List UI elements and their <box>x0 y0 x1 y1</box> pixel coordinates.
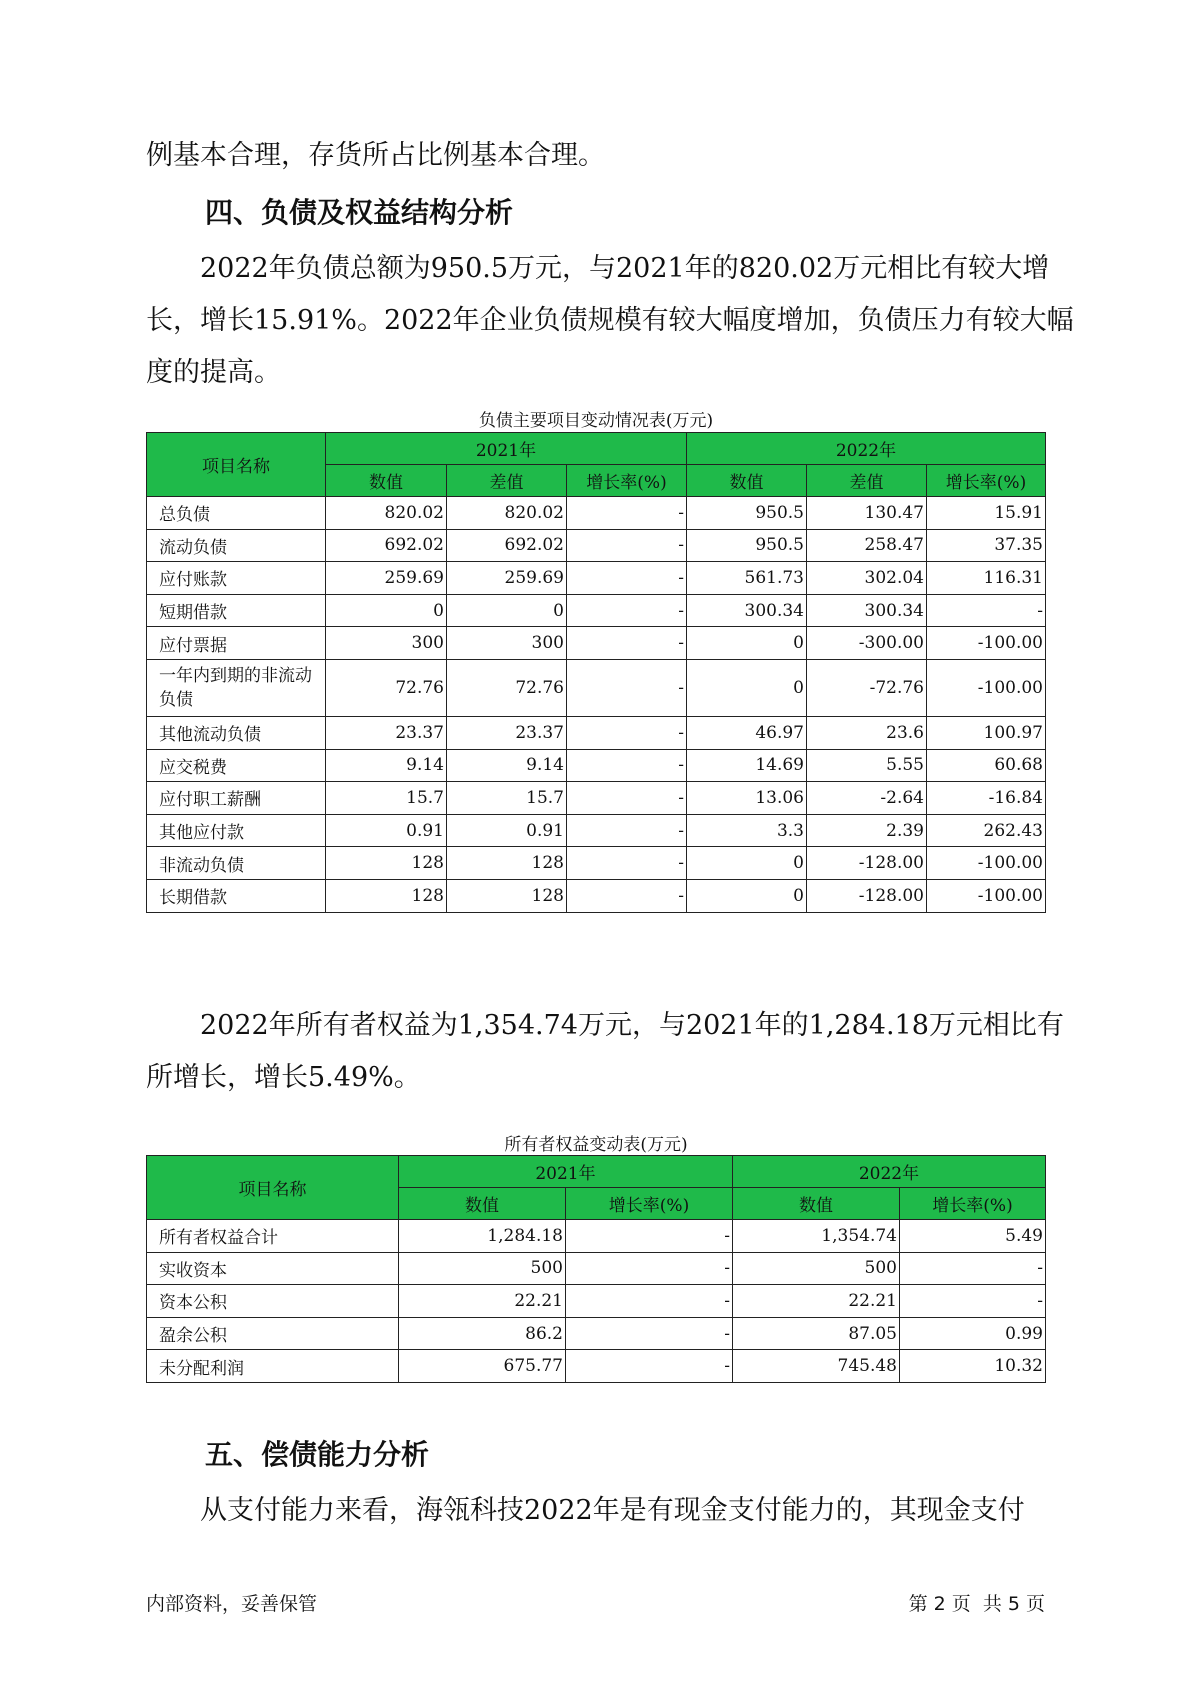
value-2021: 500 <box>399 1252 566 1285</box>
diff-2022: 302.04 <box>807 562 927 595</box>
rate-2022: -100.00 <box>927 847 1046 880</box>
diff-2022: 2.39 <box>807 814 927 847</box>
value-2022: 3.3 <box>687 814 807 847</box>
col-item-name: 项目名称 <box>147 433 326 497</box>
table-row <box>147 716 1046 749</box>
value-2021: 0.91 <box>326 814 447 847</box>
rate-2022: 15.91 <box>927 497 1046 530</box>
rate-2021: - <box>567 782 687 815</box>
rate-2022: 116.31 <box>927 562 1046 595</box>
rate-2022: -100.00 <box>927 659 1046 716</box>
col-2021-value: 数值 <box>399 1188 566 1220</box>
col-year-2022: 2022年 <box>733 1156 1046 1188</box>
row-name: 一年内到期的非流动负债 <box>147 659 326 716</box>
table-row <box>147 782 1046 815</box>
rate-2022: -100.00 <box>927 879 1046 912</box>
table-row <box>147 879 1046 912</box>
table-row <box>147 627 1046 660</box>
row-name: 长期借款 <box>147 879 326 912</box>
table-row <box>147 1317 1046 1350</box>
rate-2021: - <box>566 1285 733 1318</box>
table-row <box>147 594 1046 627</box>
value-2022: 500 <box>733 1252 900 1285</box>
value-2022: 0 <box>687 659 807 716</box>
rate-2022: -16.84 <box>927 782 1046 815</box>
diff-2022: -128.00 <box>807 847 927 880</box>
value-2021: 675.77 <box>399 1350 566 1383</box>
value-2022: 0 <box>687 847 807 880</box>
liability-change-table <box>146 432 1046 913</box>
section-5-paragraph: 从支付能力来看，海瓴科技2022年是有现金支付能力的，其现金支付 <box>200 1495 1025 1526</box>
rate-2021: - <box>567 814 687 847</box>
rate-2022: 100.97 <box>927 716 1046 749</box>
rate-2022: - <box>927 594 1046 627</box>
col-2022-rate: 增长率(%) <box>900 1188 1046 1220</box>
diff-2022: 130.47 <box>807 497 927 530</box>
col-2021-rate: 增长率(%) <box>566 1188 733 1220</box>
value-2021: 22.21 <box>399 1285 566 1318</box>
diff-2021: 15.7 <box>447 782 567 815</box>
value-2021: 1,284.18 <box>399 1220 566 1253</box>
section-5-heading: 五、偿债能力分析 <box>205 1438 430 1471</box>
col-2022-diff: 差值 <box>807 465 927 497</box>
value-2021: 128 <box>326 847 447 880</box>
value-2022: 13.06 <box>687 782 807 815</box>
value-2021: 692.02 <box>326 529 447 562</box>
value-2022: 950.5 <box>687 529 807 562</box>
col-year-2021: 2021年 <box>399 1156 733 1188</box>
row-name: 总负债 <box>147 497 326 530</box>
equity-change-table <box>146 1155 1046 1383</box>
rate-2022: 60.68 <box>927 749 1046 782</box>
footer-page-number: 第 2 页 共 5 页 <box>908 1593 1045 1615</box>
diff-2022: -300.00 <box>807 627 927 660</box>
table-row <box>147 814 1046 847</box>
value-2022: 46.97 <box>687 716 807 749</box>
diff-2022: 23.6 <box>807 716 927 749</box>
rate-2021: - <box>567 562 687 595</box>
value-2021: 72.76 <box>326 659 447 716</box>
row-name: 盈余公积 <box>147 1317 399 1350</box>
value-2021: 820.02 <box>326 497 447 530</box>
table-row <box>147 1220 1046 1253</box>
table-row <box>147 1350 1046 1383</box>
table-row <box>147 1252 1046 1285</box>
diff-2021: 692.02 <box>447 529 567 562</box>
value-2022: 745.48 <box>733 1350 900 1383</box>
col-2021-value: 数值 <box>326 465 447 497</box>
row-name: 资本公积 <box>147 1285 399 1318</box>
col-year-2021: 2021年 <box>326 433 687 465</box>
value-2022: 0 <box>687 627 807 660</box>
value-2022: 22.21 <box>733 1285 900 1318</box>
diff-2022: 258.47 <box>807 529 927 562</box>
row-name: 其他流动负债 <box>147 716 326 749</box>
rate-2021: - <box>567 716 687 749</box>
value-2022: 1,354.74 <box>733 1220 900 1253</box>
value-2022: 14.69 <box>687 749 807 782</box>
diff-2021: 9.14 <box>447 749 567 782</box>
diff-2021: 300 <box>447 627 567 660</box>
footer-confidential-note: 内部资料，妥善保管 <box>146 1593 318 1615</box>
rate-2021: - <box>566 1317 733 1350</box>
rate-2022: 5.49 <box>900 1220 1046 1253</box>
value-2021: 0 <box>326 594 447 627</box>
section-4-heading: 四、负债及权益结构分析 <box>205 196 514 229</box>
value-2021: 15.7 <box>326 782 447 815</box>
intro-line: 例基本合理，存货所占比例基本合理。 <box>146 140 605 171</box>
value-2022: 561.73 <box>687 562 807 595</box>
value-2021: 300 <box>326 627 447 660</box>
diff-2022: -72.76 <box>807 659 927 716</box>
rate-2022: 0.99 <box>900 1317 1046 1350</box>
rate-2022: 10.32 <box>900 1350 1046 1383</box>
value-2021: 128 <box>326 879 447 912</box>
rate-2021: - <box>567 749 687 782</box>
row-name: 其他应付款 <box>147 814 326 847</box>
row-name: 应交税费 <box>147 749 326 782</box>
diff-2022: 300.34 <box>807 594 927 627</box>
rate-2021: - <box>567 627 687 660</box>
diff-2021: 0 <box>447 594 567 627</box>
col-2022-value: 数值 <box>733 1188 900 1220</box>
row-name: 应付职工薪酬 <box>147 782 326 815</box>
table-row <box>147 529 1046 562</box>
value-2022: 950.5 <box>687 497 807 530</box>
diff-2021: 0.91 <box>447 814 567 847</box>
rate-2022: 262.43 <box>927 814 1046 847</box>
col-item-name: 项目名称 <box>147 1156 399 1220</box>
col-2022-rate: 增长率(%) <box>927 465 1046 497</box>
section-4-paragraph: 2022年负债总额为950.5万元，与2021年的820.02万元相比有较大增长，增长15.91%。2022年企业负债规模有较大幅度增加，负债压力有较大幅度的提高。 <box>146 253 1074 388</box>
diff-2022: -2.64 <box>807 782 927 815</box>
diff-2021: 128 <box>447 847 567 880</box>
row-name: 未分配利润 <box>147 1350 399 1383</box>
table-row <box>147 847 1046 880</box>
col-2021-diff: 差值 <box>447 465 567 497</box>
row-name: 短期借款 <box>147 594 326 627</box>
table-row <box>147 562 1046 595</box>
value-2021: 259.69 <box>326 562 447 595</box>
diff-2021: 820.02 <box>447 497 567 530</box>
rate-2021: - <box>567 879 687 912</box>
row-name: 应付账款 <box>147 562 326 595</box>
col-2022-value: 数值 <box>687 465 807 497</box>
diff-2021: 128 <box>447 879 567 912</box>
rate-2022: 37.35 <box>927 529 1046 562</box>
row-name: 非流动负债 <box>147 847 326 880</box>
rate-2022: - <box>900 1285 1046 1318</box>
rate-2021: - <box>567 497 687 530</box>
row-name: 实收资本 <box>147 1252 399 1285</box>
value-2021: 9.14 <box>326 749 447 782</box>
rate-2021: - <box>567 529 687 562</box>
col-2021-rate: 增长率(%) <box>567 465 687 497</box>
table-row <box>147 497 1046 530</box>
value-2022: 300.34 <box>687 594 807 627</box>
diff-2022: 5.55 <box>807 749 927 782</box>
liability-table-caption: 负债主要项目变动情况表(万元) <box>478 411 714 431</box>
value-2022: 87.05 <box>733 1317 900 1350</box>
table-row <box>147 749 1046 782</box>
row-name: 流动负债 <box>147 529 326 562</box>
row-name: 所有者权益合计 <box>147 1220 399 1253</box>
diff-2022: -128.00 <box>807 879 927 912</box>
equity-table-caption: 所有者权益变动表(万元) <box>504 1135 688 1155</box>
rate-2021: - <box>566 1252 733 1285</box>
rate-2021: - <box>566 1220 733 1253</box>
table-row <box>147 1285 1046 1318</box>
rate-2021: - <box>566 1350 733 1383</box>
equity-paragraph: 2022年所有者权益为1,354.74万元，与2021年的1,284.18万元相比有所增长，增长5.49%。 <box>146 1010 1064 1093</box>
row-name: 应付票据 <box>147 627 326 660</box>
rate-2022: -100.00 <box>927 627 1046 660</box>
table-row <box>147 659 1046 716</box>
rate-2021: - <box>567 847 687 880</box>
value-2021: 23.37 <box>326 716 447 749</box>
diff-2021: 259.69 <box>447 562 567 595</box>
value-2022: 0 <box>687 879 807 912</box>
diff-2021: 72.76 <box>447 659 567 716</box>
col-year-2022: 2022年 <box>687 433 1046 465</box>
rate-2021: - <box>567 659 687 716</box>
rate-2021: - <box>567 594 687 627</box>
diff-2021: 23.37 <box>447 716 567 749</box>
rate-2022: - <box>900 1252 1046 1285</box>
value-2021: 86.2 <box>399 1317 566 1350</box>
